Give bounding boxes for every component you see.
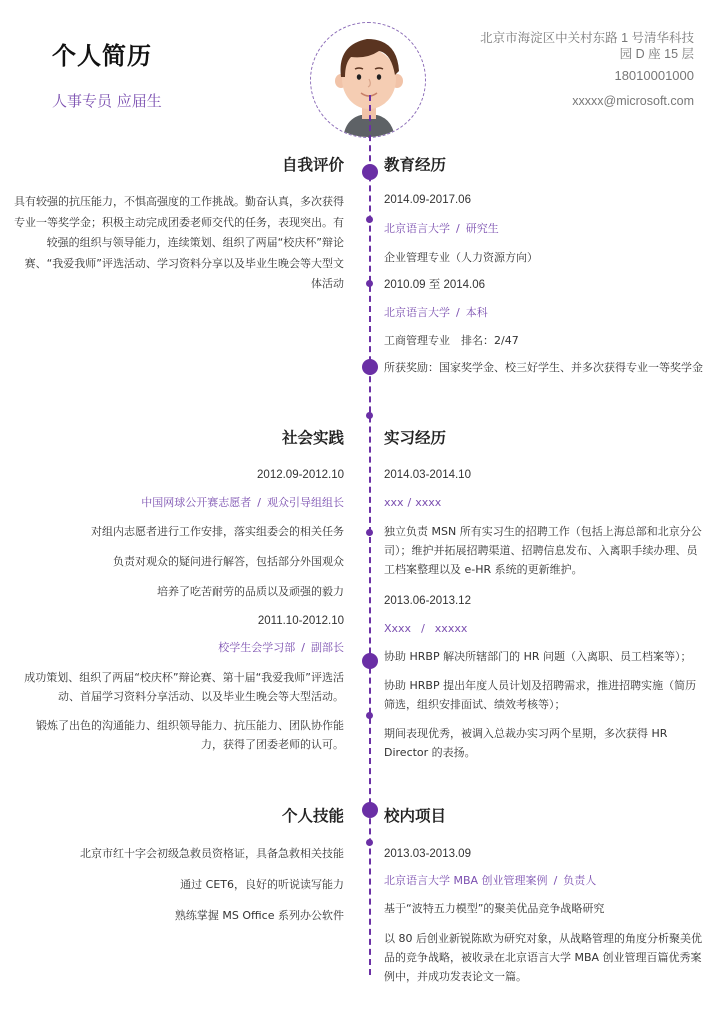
timeline-dot-small <box>366 839 373 846</box>
practice-org: 中国网球公开赛志愿者 <box>141 496 252 509</box>
internship-role: xxxx <box>415 496 442 509</box>
education-school-degree <box>384 221 499 237</box>
education-degree: 本科 <box>465 306 488 319</box>
timeline-dot-small <box>366 412 373 419</box>
section-heading-skills: 个人技能 <box>281 807 344 825</box>
timeline-dot-small <box>366 216 373 223</box>
practice-role: 副部长 <box>311 641 344 654</box>
timeline-dot-large <box>362 359 378 375</box>
internship-company: xxx <box>384 496 404 509</box>
timeline-dot-large <box>362 653 378 669</box>
practice-item: 培养了吃苦耐劳的品质以及顽强的毅力 <box>157 585 344 598</box>
job-title: 人事专员 应届生 <box>52 92 162 110</box>
education-date: 2014.09-2017.06 <box>384 194 471 206</box>
project-title: 基于“波特五力模型”的聚美优品竞争战略研究 <box>384 902 605 915</box>
practice-item: 锻炼了出色的沟通能力、组织领导能力、抗压能力、团队协作能力，获得了团委老师的认可。 <box>36 719 344 751</box>
internship-date: 2014.03-2014.10 <box>384 469 471 481</box>
education-school-degree <box>384 305 488 321</box>
section-heading-social-practice: 社会实践 <box>281 429 344 447</box>
education-school: 北京语言大学 <box>384 306 450 319</box>
project-description: 以 80 后创业新锐陈欧为研究对象，从战略管理的角度分析聚美优品的竞争战略，被收录在北京语言大学 MBA 创业管理百篇优秀案例中，并成功发表论文一篇。 <box>384 932 702 983</box>
section-heading-self-evaluation: 自我评价 <box>281 156 344 174</box>
practice-item: 负责对观众的疑问进行解答，包括部分外国观众 <box>113 555 344 568</box>
self-evaluation-text: 具有较强的抗压能力，不惧高强度的工作挑战。勤奋认真，多次获得专业一等奖学金；积极主动完成团委老师交代的任务，表现突出。有较强的组织与领导能力，连续策划、组织了两届“校庆杯”辩论赛、“我爱我师”评选活动、学习资料分享以及毕业生晚会等大型文体活动 <box>14 195 344 290</box>
separator: / <box>553 874 558 887</box>
internship-company-role <box>384 495 441 511</box>
timeline-dot-small <box>366 529 373 536</box>
timeline-dot-large <box>362 164 378 180</box>
contact-phone: 18010001000 <box>614 68 694 83</box>
practice-org-role <box>218 640 344 656</box>
timeline-dot-small <box>366 280 373 287</box>
education-date: 2010.09 至 2014.06 <box>384 279 486 291</box>
project-role: 负责人 <box>563 874 597 887</box>
education-major: 工商管理专业 排名：2/47 <box>384 334 519 347</box>
internship-company: Xxxx <box>384 622 412 635</box>
separator: / <box>407 496 412 509</box>
separator: / <box>456 222 460 235</box>
practice-org-role <box>141 495 344 511</box>
internship-date: 2013.06-2013.12 <box>384 595 471 607</box>
project-date: 2013.03-2013.09 <box>384 848 471 860</box>
timeline-dot-large <box>362 802 378 818</box>
resume-title: 个人简历 <box>52 42 152 70</box>
project-name: 北京语言大学 MBA 创业管理案例 <box>384 874 548 887</box>
education-school: 北京语言大学 <box>384 222 450 235</box>
practice-item: 成功策划、组织了两届“校庆杯”辩论赛、第十届“我爱我师”评选活动、首届学习资料分享活动、以及毕业生晚会等大型活动。 <box>24 671 344 703</box>
project-name-role <box>384 873 596 889</box>
separator: / <box>421 622 425 635</box>
skill-item: 熟练掌握 MS Office 系列办公软件 <box>174 909 344 922</box>
education-degree: 研究生 <box>465 222 499 235</box>
practice-date: 2011.10-2012.10 <box>257 615 344 627</box>
education-awards: 所获奖励：国家奖学金、校三好学生、并多次获得专业一等奖学金 <box>384 361 703 374</box>
contact-address: 北京市海淀区中关村东路 1 号清华科技园 D 座 15 层 <box>480 31 694 61</box>
internship-item: 协助 HRBP 解决所辖部门的 HR 问题（入离职、员工档案等）； <box>384 650 692 663</box>
practice-item: 对组内志愿者进行工作安排，落实组委会的相关任务 <box>91 525 344 538</box>
skill-item: 通过 CET6，良好的听说读写能力 <box>180 878 344 891</box>
contact-email: xxxxx@microsoft.com <box>572 94 694 108</box>
practice-role: 观众引导组组长 <box>267 496 344 509</box>
timeline-dot-small <box>366 712 373 719</box>
practice-org: 校学生会学习部 <box>218 641 296 654</box>
internship-company-role <box>384 621 467 637</box>
section-heading-internship: 实习经历 <box>384 429 447 447</box>
practice-date: 2012.09-2012.10 <box>257 469 344 481</box>
avatar <box>310 22 426 138</box>
skill-item: 北京市红十字会初级急救员资格证，具备急救相关技能 <box>80 847 344 860</box>
internship-item: 独立负责 MSN 所有实习生的招聘工作（包括上海总部和北京分公司）；维护并拓展招聘渠道、招聘信息发布、入离职手续办理、员工档案整理以及 e-HR 系统的更新维护。 <box>384 525 702 576</box>
internship-role: xxxxx <box>434 622 468 635</box>
separator: / <box>301 641 305 654</box>
internship-item: 协助 HRBP 提出年度人员计划及招聘需求，推进招聘实施（简历筛选，组织安排面试、绩效考核等）； <box>384 679 697 711</box>
section-heading-campus-project: 校内项目 <box>384 807 447 825</box>
education-major: 企业管理专业（人力资源方向） <box>384 251 538 264</box>
separator: / <box>456 306 460 319</box>
internship-item: 期间表现优秀，被调入总裁办实习两个星期，多次获得 HR Director 的表扬。 <box>384 727 668 759</box>
section-heading-education: 教育经历 <box>384 156 447 174</box>
separator: / <box>257 496 261 509</box>
